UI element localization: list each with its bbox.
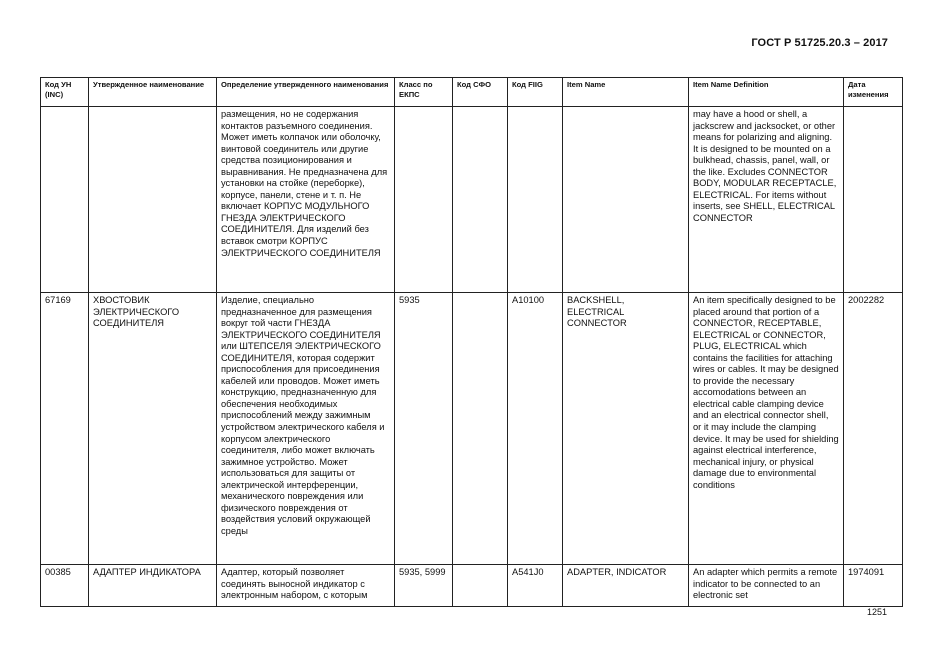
cell-item-name: ADAPTER, INDICATOR	[563, 565, 689, 607]
cell-date: 1974091	[844, 565, 903, 607]
cell-date	[844, 107, 903, 293]
cell-inc	[41, 107, 89, 293]
cell-ekps-class	[395, 107, 453, 293]
col-header-item-name: Item Name	[563, 78, 689, 107]
cell-approved-name	[89, 107, 217, 293]
cell-date: 2002282	[844, 293, 903, 565]
col-header-ekps-class: Класс по ЕКПС	[395, 78, 453, 107]
cell-fiig-code	[508, 107, 563, 293]
col-header-sfo-code: Код СФО	[453, 78, 508, 107]
col-header-approved-name: Утвержденное наименование	[89, 78, 217, 107]
cell-definition: Адаптер, который позволяет соединять выносной индикатор с электронным набором, с которым	[217, 565, 395, 607]
col-header-definition: Определение утвержденного наименования	[217, 78, 395, 107]
col-header-fiig-code: Код FIIG	[508, 78, 563, 107]
cell-item-name-definition: An adapter which permits a remote indicator to be connected to an electronic set	[689, 565, 844, 607]
table-row	[41, 293, 903, 565]
cell-item-name: BACKSHELL, ELECTRICAL CONNECTOR	[563, 293, 689, 565]
table-body	[41, 107, 903, 607]
cell-approved-name: АДАПТЕР ИНДИКАТОРА	[89, 565, 217, 607]
cell-ekps-class: 5935, 5999	[395, 565, 453, 607]
page-number: 1251	[866, 607, 887, 617]
document-header: ГОСТ Р 51725.20.3 – 2017	[751, 37, 888, 49]
col-header-inc: Код УН (INC)	[41, 78, 89, 107]
cell-definition: размещения, но не содержания контактов разъемного соединения. Может иметь колпачок или оболочку, винтовой соединитель или другие средства позиционирования и выравнивания. Не предназначена для установки на стойке (переборке), корпусе, панели, стене и т. п. Не включает КОРПУС МОДУЛЬНОГО ГНЕЗДА ЭЛЕКТРИЧЕСКОГО СОЕДИНИТЕЛЯ. Для изделий без вставок смотри КОРПУС ЭЛЕКТРИЧЕСКОГО СОЕДИНИТЕЛЯ	[217, 107, 395, 293]
cell-approved-name: ХВОСТОВИК ЭЛЕКТРИЧЕСКОГО СОЕДИНИТЕЛЯ	[89, 293, 217, 565]
cell-sfo-code	[453, 565, 508, 607]
cell-sfo-code	[453, 293, 508, 565]
cell-definition: Изделие, специально предназначенное для размещения вокруг той части ГНЕЗДА ЭЛЕКТРИЧЕСКОГО СОЕДИНИТЕЛЯ или ШТЕПСЕЛЯ ЭЛЕКТРИЧЕСКОГО СОЕДИНИТЕЛЯ, которая содержит приспособления для присоединения кабелей или проводов. Может иметь конструкцию, предназначенную для обеспечения необходимых приспособлений между зажимным устройством электрического кабеля и корпусом электрического соединителя, либо может включать зажимное устройство. Может использоваться для защиты от электрической интерференции, механического повреждения или физического повреждения от воздействия условий окружающей среды	[217, 293, 395, 565]
table-row	[41, 565, 903, 607]
cell-sfo-code	[453, 107, 508, 293]
table-header	[41, 78, 903, 107]
col-header-date: Дата изменения	[844, 78, 903, 107]
cell-ekps-class: 5935	[395, 293, 453, 565]
cell-item-name-definition: An item specifically designed to be placed around that portion of a CONNECTOR, RECEPTABLE, ELECTRICAL or CONNECTOR, PLUG, ELECTRICAL which contains the facilities for attaching wires or cables. It may be designed to provide the necessary accomodations between an electrical cable clamping device and an electrical connector shell, or it may include the clamping device. It may be used for shielding against electrical interference, mechanical injury, or physical damage due to environmental conditions	[689, 293, 844, 565]
cell-fiig-code: A541J0	[508, 565, 563, 607]
catalog-table	[40, 77, 903, 607]
cell-fiig-code: A10100	[508, 293, 563, 565]
cell-item-name	[563, 107, 689, 293]
cell-item-name-definition: may have a hood or shell, a jackscrew and jacksocket, or other means for polarizing and aligning. It is designed to be mounted on a bulkhead, chassis, panel, wall, or the like. Excludes CONNECTOR BODY, MODULAR RECEPTACLE, ELECTRICAL. For items without inserts, see SHELL, ELECTRICAL CONNECTOR	[689, 107, 844, 293]
cell-inc: 67169	[41, 293, 89, 565]
cell-inc: 00385	[41, 565, 89, 607]
col-header-item-name-definition: Item Name Definition	[689, 78, 844, 107]
table-row	[41, 107, 903, 293]
header-row	[41, 78, 903, 107]
